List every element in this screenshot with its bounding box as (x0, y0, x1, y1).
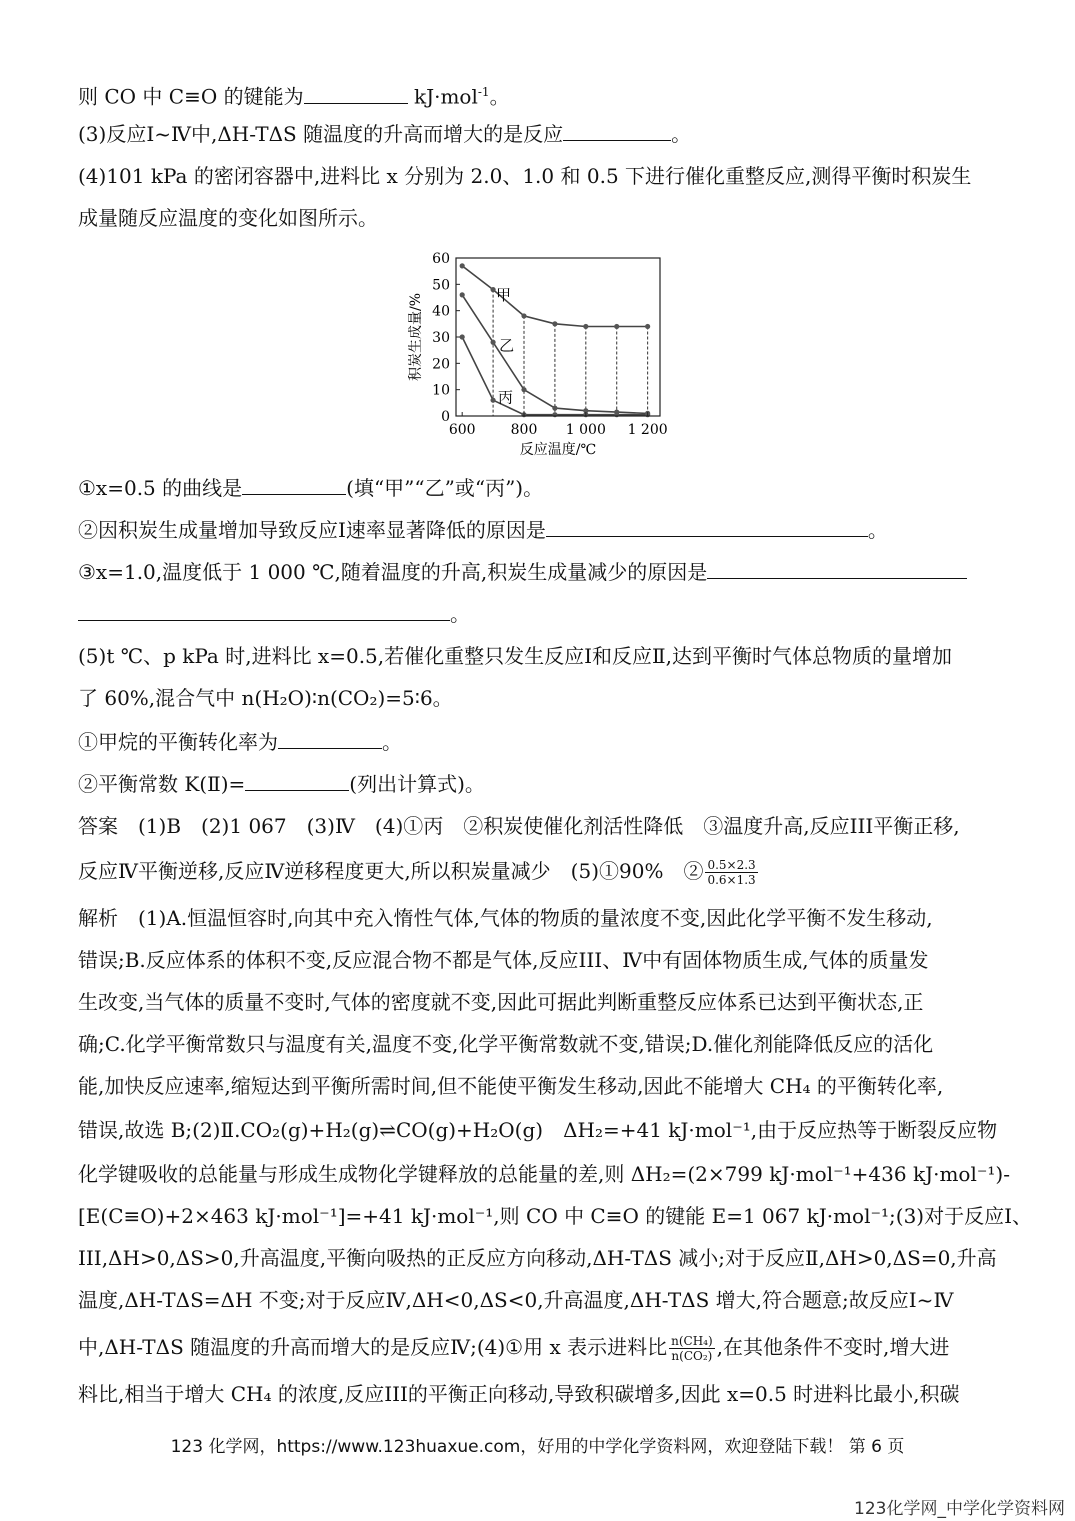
text: 。 (489, 84, 510, 109)
explanation-line: 确;C.化学平衡常数只与温度有关,温度不变,化学平衡常数就不变,错误;D.催化剂能降低反应的活化 (78, 1032, 934, 1056)
explanation-line: 生改变,当气体的质量不变时,气体的密度就不变,因此可据此判断重整反应体系已达到平衡状态,正 (78, 990, 924, 1014)
text: 。 (671, 122, 692, 146)
answer-line1: 答案 (1)B (2)1 067 (3)Ⅳ (4)①丙 ②积炭使催化剂活性降低 ③温度升高,反应III平衡正移, (78, 814, 960, 838)
data-point (552, 321, 557, 326)
answer-blank (707, 560, 967, 579)
plot-frame (456, 258, 660, 416)
y-tick-label: 30 (432, 330, 450, 346)
question-3 (78, 122, 691, 146)
question-4-line1: (4)101 kPa 的密闭容器中,进料比 x 分别为 2.0、1.0 和 0.5 下进行催化重整反应,测得平衡时积炭生 (78, 164, 972, 188)
text: (3)反应Ⅰ~Ⅳ中,ΔH-TΔS 随温度的升高而增大的是反应 (78, 122, 564, 146)
data-point (490, 340, 495, 345)
page-footer: 123 化学网，https://www.123huaxue.com，好用的中学化学资料网，欢迎登陆下载！ 第 6 页 (170, 1437, 905, 1457)
text: 则 CO 中 C≡O 的键能为 (78, 84, 304, 109)
x-tick-label: 1 000 (565, 422, 606, 438)
answer-line2 (78, 858, 760, 887)
text: ③x=1.0,温度低于 1 000 ℃,随着温度的升高,积炭生成量减少的原因是 (78, 560, 708, 584)
text: ②平衡常数 K(Ⅱ)= (78, 772, 246, 796)
question-4-3 (78, 560, 967, 584)
feed-ratio-fraction (669, 1334, 715, 1363)
data-point (490, 398, 495, 403)
answer-blank (78, 602, 450, 621)
x-tick-label: 600 (448, 422, 476, 438)
superscript: -1 (477, 85, 490, 99)
explanation-line (78, 1334, 949, 1363)
question-5-2 (78, 772, 485, 796)
data-point (460, 263, 465, 268)
explanation-line: 错误,故选 B;(2)Ⅱ.CO₂(g)+H₂(g)⇌CO(g)+H₂O(g) ΔH₂=+41 kJ·mol⁻¹,由于反应热等于断裂反应物 (78, 1118, 998, 1142)
explanation-line: 化学键吸收的总能量与形成生成物化学键释放的总能量的差,则 ΔH₂=(2×799 kJ·mol⁻¹+436 kJ·mol⁻¹)- (78, 1162, 1010, 1186)
y-tick-label: 40 (432, 303, 450, 320)
question-4-2 (78, 518, 888, 542)
y-tick-label: 60 (432, 251, 450, 267)
x-tick-label: 1 200 (627, 422, 668, 438)
data-point (460, 292, 465, 297)
text: ①甲烷的平衡转化率为 (78, 730, 278, 754)
explanation-line: III,ΔH>0,ΔS>0,升高温度,平衡向吸热的正反应方向移动,ΔH-TΔS 减小;对于反应Ⅱ,ΔH>0,ΔS=0,升高 (78, 1246, 997, 1270)
watermark: 123化学网_中学化学资料网 (854, 1499, 1065, 1519)
data-point (583, 324, 588, 329)
text-line (78, 80, 510, 109)
data-point (521, 313, 526, 318)
explanation-line: 温度,ΔH-TΔS=ΔH 不变;对于反应Ⅳ,ΔH<0,ΔS<0,升高温度,ΔH-TΔS 增大,符合题意;故反应Ⅰ~Ⅳ (78, 1288, 954, 1312)
text: ②因积炭生成量增加导致反应Ⅰ速率显著降低的原因是 (78, 518, 546, 542)
x-axis-label: 反应温度/℃ (519, 442, 597, 458)
text: ,在其他条件不变时,增大进 (716, 1335, 950, 1359)
text: kJ·mol (407, 84, 478, 109)
fraction-numerator: 0.5×2.3 (707, 858, 756, 872)
data-point (460, 334, 465, 339)
question-4-line2: 成量随反应温度的变化如图所示。 (78, 206, 378, 230)
answer-fraction (705, 858, 757, 887)
fraction-denominator: 0.6×1.3 (707, 873, 756, 887)
series-labels (496, 286, 514, 407)
question-5-line2: 了 60%,混合气中 n(H₂O)∶n(CO₂)=5∶6。 (78, 686, 453, 710)
text: 中,ΔH-TΔS 随温度的升高而增大的是反应Ⅳ;(4)①用 x 表示进料比 (78, 1335, 668, 1359)
fraction-numerator: n(CH₄) (671, 1334, 713, 1348)
explanation-line: [E(C≡O)+2×463 kJ·mol⁻¹]=+41 kJ·mol⁻¹,则 CO 中 C≡O 的键能 E=1 067 kJ·mol⁻¹;(3)对于反应Ⅰ、 (78, 1204, 1033, 1228)
question-4-3-cont (78, 602, 470, 626)
fraction-denominator: n(CO₂) (671, 1349, 713, 1363)
text: (列出计算式)。 (349, 772, 485, 796)
answer-blank (563, 122, 671, 141)
text: ①x=0.5 的曲线是 (78, 476, 243, 500)
explanation-line: 错误;B.反应体系的体积不变,反应混合物不都是气体,反应III、Ⅳ中有固体物质生成,气体的质量发 (78, 948, 929, 972)
series-label: 丙 (498, 388, 514, 407)
question-5-line1: (5)t ℃、p kPa 时,进料比 x=0.5,若催化重整只发生反应Ⅰ和反应Ⅱ,达到平衡时气体总物质的量增加 (78, 644, 952, 668)
answer-blank (304, 85, 408, 104)
text: 。 (867, 518, 888, 542)
carbon-deposition-chart (408, 244, 678, 462)
text: 。 (450, 602, 470, 626)
data-point (645, 324, 650, 329)
text: (填“甲”“乙”或“丙”)。 (346, 476, 544, 500)
y-tick-label: 50 (432, 277, 450, 294)
x-tick-label: 800 (510, 422, 538, 438)
series-line (462, 266, 647, 327)
y-tick-label: 10 (432, 382, 450, 399)
series-label: 乙 (499, 336, 515, 355)
answer-blank (546, 518, 868, 537)
answer-blank (278, 730, 382, 749)
answer-blank (242, 476, 346, 495)
data-point (490, 287, 495, 292)
y-axis-label: 积炭生成量/% (408, 292, 424, 382)
data-point (614, 324, 619, 329)
data-point (521, 387, 526, 392)
text: 反应Ⅳ平衡逆移,反应Ⅳ逆移程度更大,所以积炭量减少 (5)①90% ② (78, 859, 704, 883)
explanation-line: 料比,相当于增大 CH₄ 的浓度,反应III的平衡正向移动,导致积碳增多,因此 x=0.5 时进料比最小,积碳 (78, 1382, 960, 1406)
question-5-1 (78, 730, 402, 754)
y-tick-label: 20 (432, 356, 450, 373)
question-4-1 (78, 476, 543, 500)
explanation-line: 能,加快反应速率,缩短达到平衡所需时间,但不能使平衡发生移动,因此不能增大 CH₄ 的平衡转化率, (78, 1074, 944, 1098)
y-tick-label: 0 (441, 409, 450, 425)
data-point (552, 406, 557, 411)
explanation-line: 解析 (1)A.恒温恒容时,向其中充入惰性气体,气体的物质的量浓度不变,因此化学平衡不发生移动, (78, 906, 933, 930)
series-label: 甲 (496, 285, 512, 304)
answer-blank (245, 772, 349, 791)
text: 。 (382, 730, 402, 754)
